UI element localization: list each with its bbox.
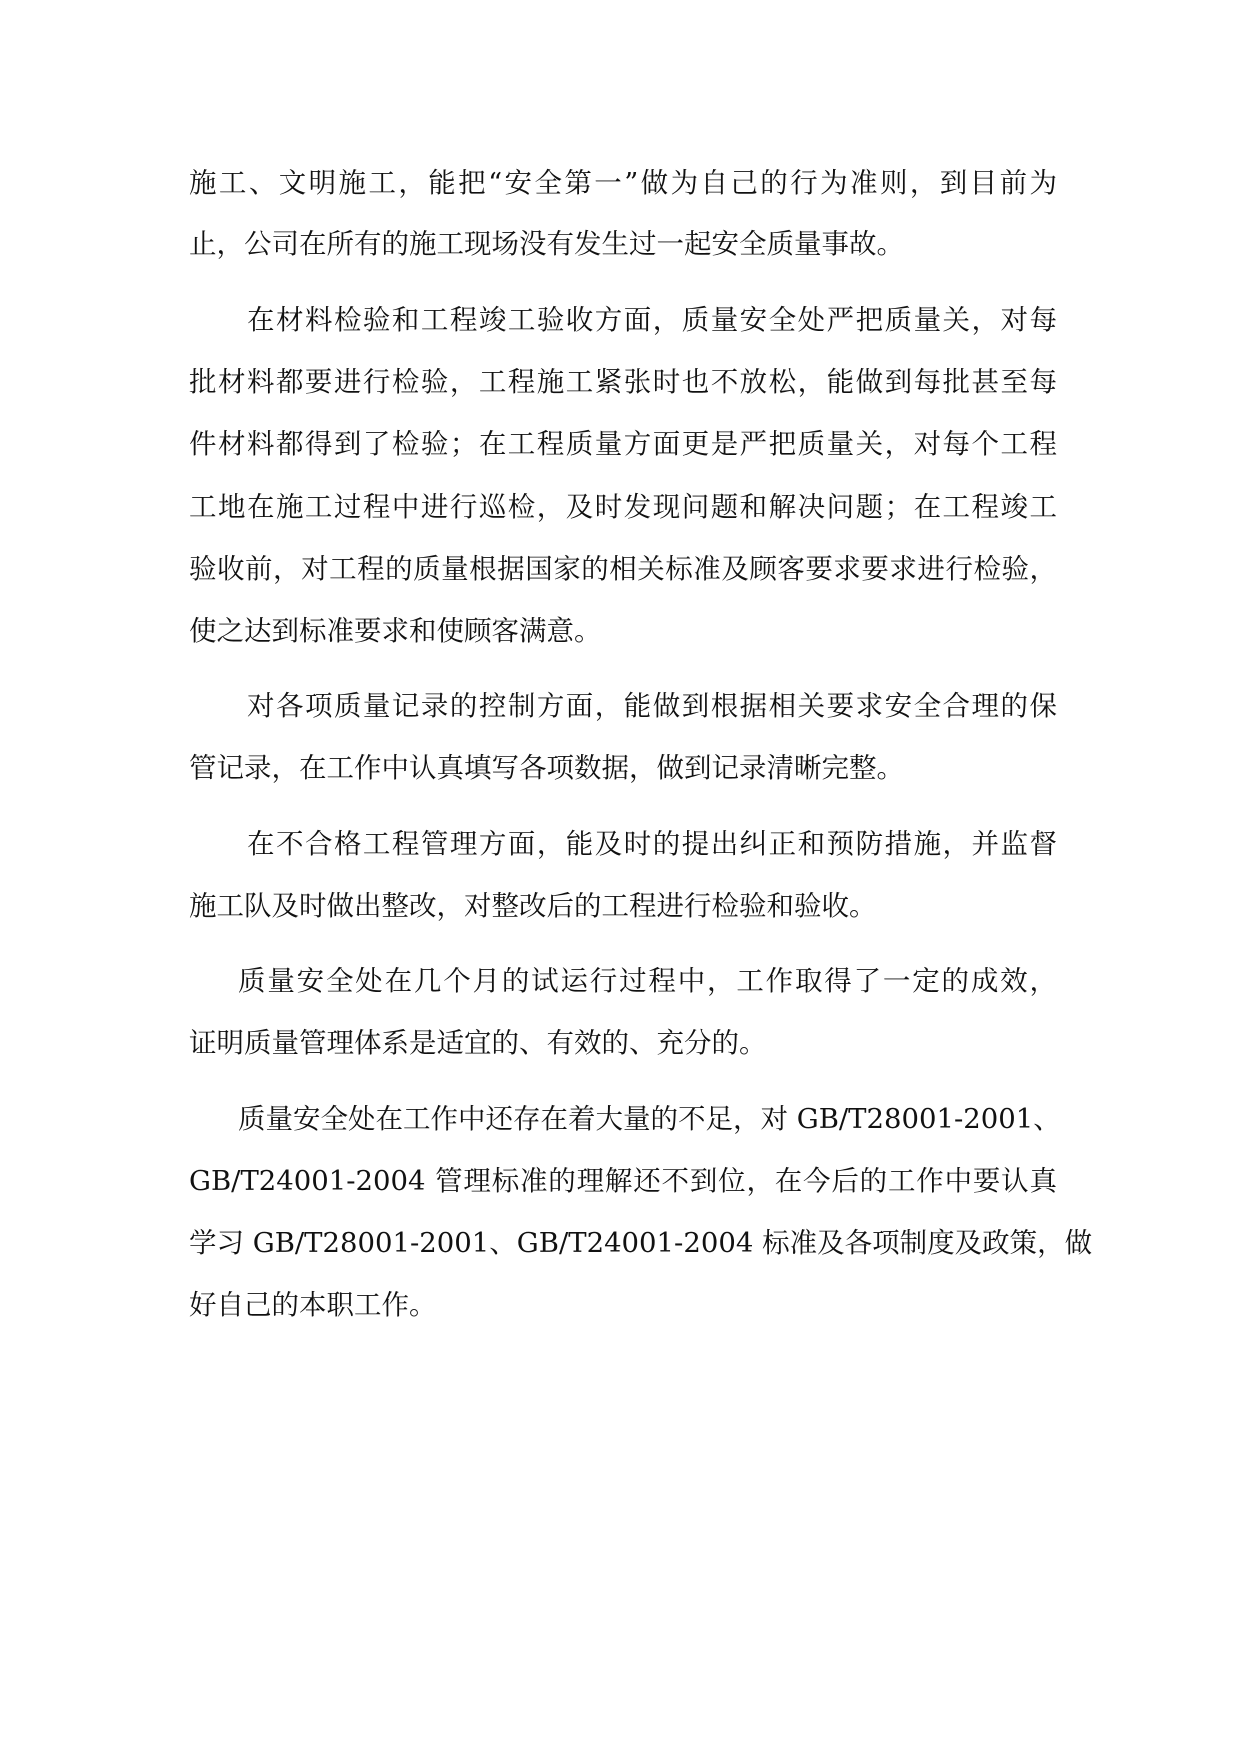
text-line: 证明质量管理体系是适宜的、有效的、充分的。 (189, 1027, 767, 1059)
text-line: 对各项质量记录的控制方面，能做到根据相关要求安全合理的保 (247, 690, 1057, 722)
text-line: 施工队及时做出整改，对整改后的工程进行检验和验收。 (189, 890, 877, 922)
text-line: 好自己的本职工作。 (189, 1289, 437, 1321)
text-line: 管记录，在工作中认真填写各项数据，做到记录清晰完整。 (189, 752, 904, 784)
text-line: 在材料检验和工程竣工验收方面，质量安全处严把质量关，对每 (247, 304, 1057, 336)
text-line: 质量安全处在几个月的试运行过程中，工作取得了一定的成效， (238, 965, 1057, 997)
text-line: 批材料都要进行检验，工程施工紧张时也不放松，能做到每批甚至每 (189, 366, 1057, 398)
text-line: 质量安全处在工作中还存在着大量的不足，对 GB/T28001-2001、 (238, 1103, 1061, 1135)
text-line: GB/T24001-2004 管理标准的理解还不到位，在今后的工作中要认真 (189, 1165, 1057, 1197)
text-line: 施工、文明施工，能把“安全第一”做为自己的行为准则，到目前为 (189, 167, 1057, 199)
text-line: 学习 GB/T28001-2001、GB/T24001-2004 标准及各项制度及政策，做 (189, 1227, 1093, 1259)
text-line: 使之达到标准要求和使顾客满意。 (189, 615, 602, 647)
text-line: 件材料都得到了检验；在工程质量方面更是严把质量关，对每个工程 (189, 428, 1057, 460)
text-line: 止，公司在所有的施工现场没有发生过一起安全质量事故。 (189, 228, 904, 260)
text-line: 验收前，对工程的质量根据国家的相关标准及顾客要求要求进行检验， (189, 553, 1057, 585)
text-line: 工地在施工过程中进行巡检，及时发现问题和解决问题；在工程竣工 (189, 491, 1057, 523)
text-line: 在不合格工程管理方面，能及时的提出纠正和预防措施，并监督 (247, 828, 1057, 860)
